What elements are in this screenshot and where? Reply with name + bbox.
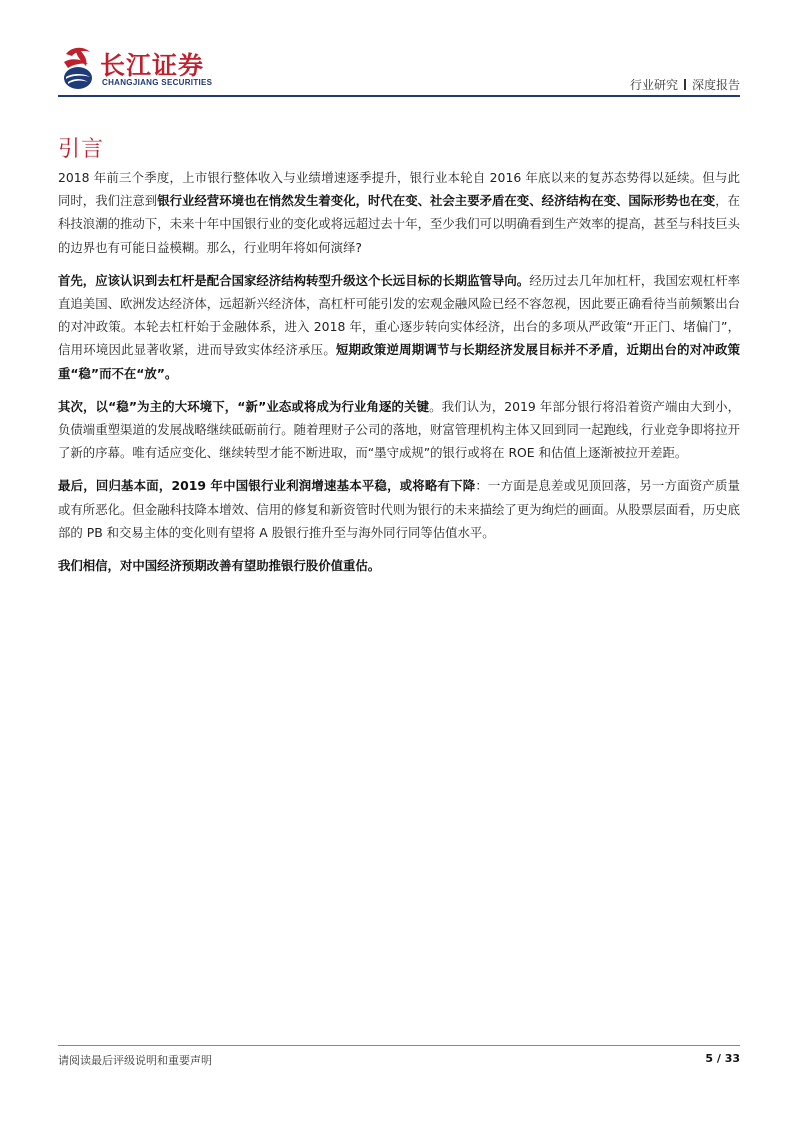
section-title: 引言	[58, 137, 105, 162]
paragraph-text: 经历过去几年加杠杆，我国宏观杠杆率直追美国、欧洲发达经济体，远超新兴经济体，高杠杆可能引发的宏观金融风险已经不容忽视，因此要正确看待当前频繁出台的对冲政策。本轮去杠杆始于金融体系，进入 2018 年，重心逐步转向实体经济，出台的多项从严政策“开正门、堵偏门”，信用环境因此显著收紧，进而导致实体经济承压。	[58, 272, 741, 358]
paragraph	[58, 554, 740, 577]
paragraph-emphasis: 其次，以“稳”为主的大环境下，“新”业态或将成为行业角逐的关键	[58, 398, 430, 414]
footer-divider	[58, 1045, 740, 1046]
body-text	[58, 166, 740, 587]
changjiang-logo-icon	[58, 44, 98, 92]
paragraph	[58, 395, 740, 465]
paragraph-text: 。我们认为，2019 年部分银行将沿着资产端由大到小，负债端重塑渠道的发展战略继续砥砺前行。随着理财子公司的落地，财富管理机构主体又回到同一起跑线，行业竞争即将拉开了新的序幕。唯有适应变化、继续转型才能不断进取，而“墨守成规”的银行或将在 ROE 和估值上逐渐被拉开差距。	[58, 398, 740, 461]
logo-english-name: CHANGJIANG SECURITIES	[102, 78, 213, 87]
company-logo	[58, 44, 258, 92]
paragraph-emphasis: 首先，应该认识到去杠杆是配合国家经济结构转型升级这个长远目标的长期监管导向。	[58, 272, 530, 288]
paragraph	[58, 269, 740, 385]
paragraph	[58, 166, 740, 259]
paragraph-emphasis: 银行业经营环境也在悄然发生着变化，时代在变、社会主要矛盾在变、经济结构在变、国际形势也在变	[157, 193, 716, 209]
tag-in-depth-report: 深度报告	[691, 78, 740, 92]
tag-divider	[684, 79, 686, 90]
logo-chinese-name: 长江证券	[100, 51, 205, 80]
paragraph-emphasis: 我们相信，对中国经济预期改善有望助推银行股价值重估。	[58, 558, 381, 574]
header-divider	[58, 95, 740, 97]
paragraph-text: ：一方面是息差或见顶回落，另一方面资产质量或有所恶化。但金融科技降本增效、信用的修复和新资管时代则为银行的未来描绘了更为绚烂的画面。从股票层面看，历史底部的 PB 和交易主体的变化则有望将 A 股银行推升至与海外同行同等估值水平。	[58, 478, 740, 540]
tag-industry-research: 行业研究	[629, 78, 678, 92]
paragraph-emphasis: 最后，回归基本面，2019 年中国银行业利润增速基本平稳，或将略有下降	[58, 478, 476, 494]
paragraph-text: 2018 年前三个季度，上市银行整体收入与业绩增速逐季提升，银行业本轮自 2016 年底以来的复苏态势得以延续。但与此同时，我们注意到	[58, 170, 740, 209]
footer-disclaimer: 请阅读最后评级说明和重要声明	[58, 1054, 212, 1067]
report-category	[630, 76, 740, 93]
paragraph	[58, 474, 740, 544]
paragraph-emphasis: 短期政策逆周期调节与长期经济发展目标并不矛盾，近期出台的对冲政策重“稳”而不在“放”。	[58, 342, 741, 381]
page-number: 5 / 33	[705, 1052, 740, 1065]
paragraph-text: ，在科技浪潮的推动下，未来十年中国银行业的变化或将远超过去十年，至少我们可以明确看到生产效率的提高，甚至与科技巨头的边界也有可能日益模糊。那么，行业明年将如何演绎?	[58, 193, 741, 255]
